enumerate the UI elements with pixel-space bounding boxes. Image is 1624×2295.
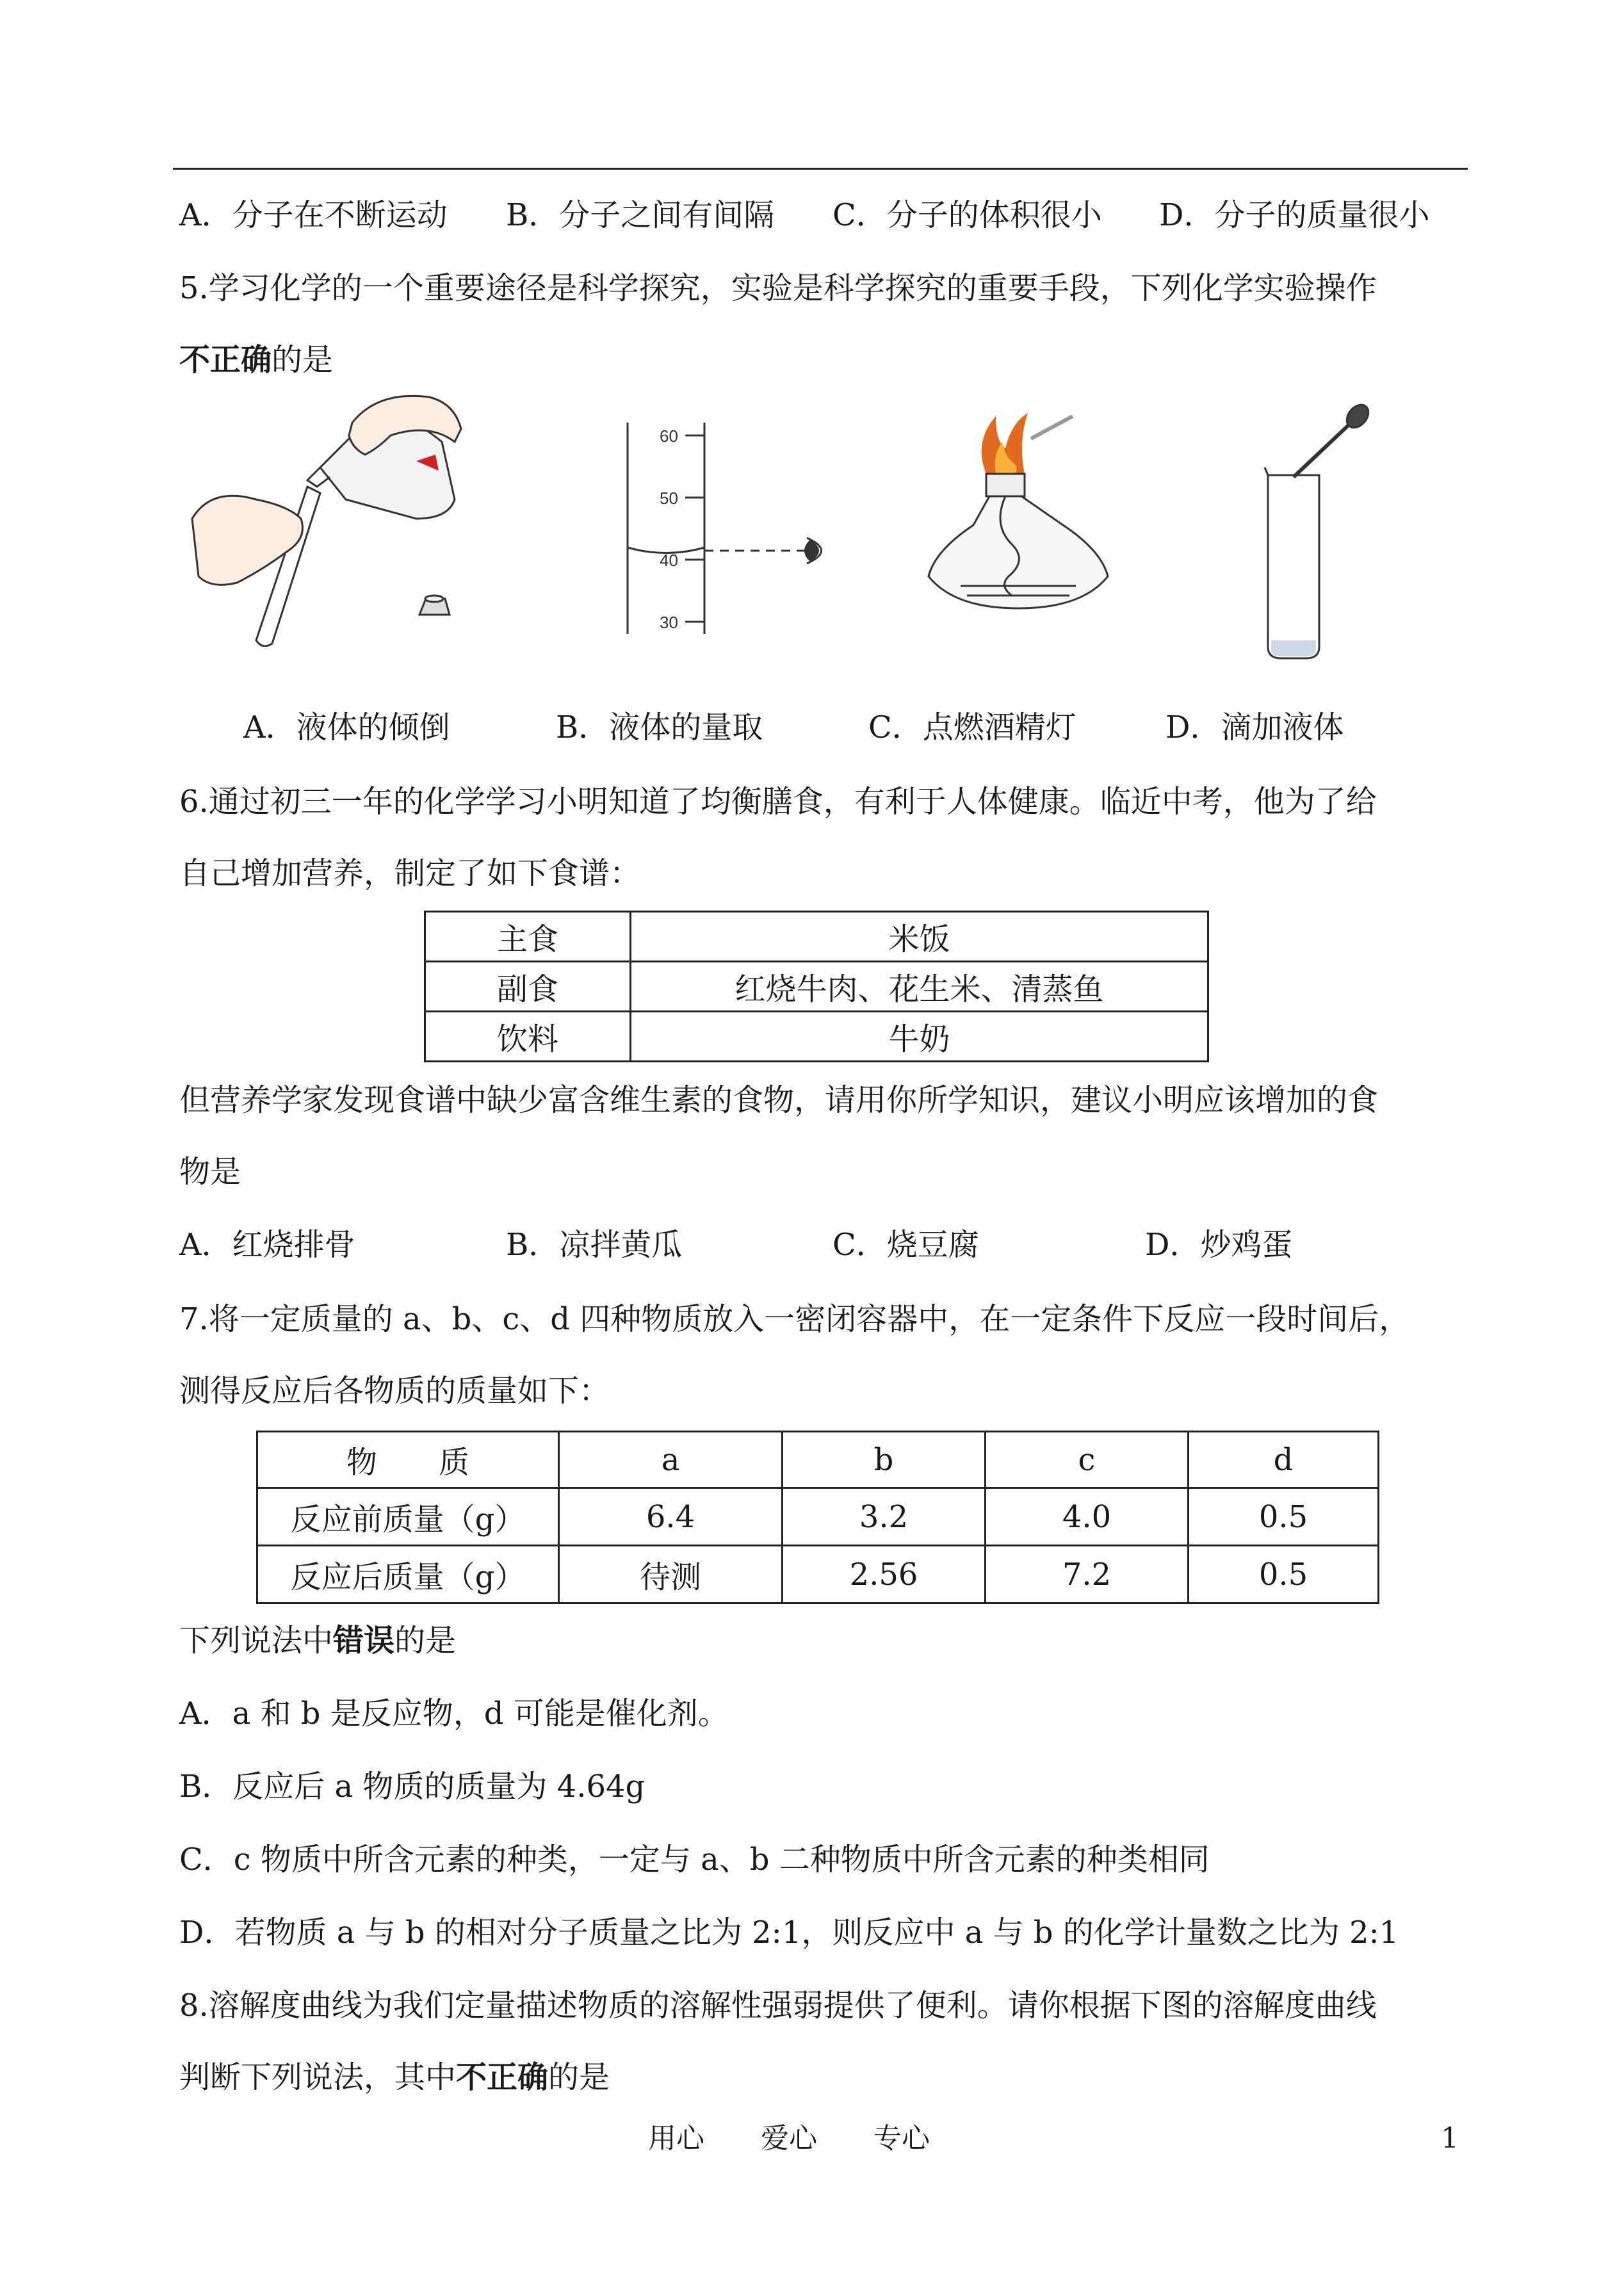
q6-option-d: D．炒鸡蛋 bbox=[1145, 1227, 1293, 1263]
q8-stem-cont: 判断下列说法，其中不正确的是 bbox=[179, 2059, 610, 2095]
mass-table bbox=[256, 1431, 1379, 1604]
table-header-d: d bbox=[1189, 1432, 1379, 1488]
row-after-label: 反应后质量（g） bbox=[257, 1546, 559, 1603]
q5-caption-a: A．液体的倾倒 bbox=[243, 710, 450, 745]
q5-caption-d: D．滴加液体 bbox=[1165, 710, 1344, 745]
footer-item: 专心 bbox=[873, 2122, 930, 2155]
q6-stem-cont: 自己增加营养，制定了如下食谱： bbox=[179, 856, 641, 891]
table-header-b: b bbox=[783, 1432, 986, 1488]
q6-option-c: C．烧豆腐 bbox=[832, 1227, 979, 1263]
page-number: 1 bbox=[1441, 2122, 1459, 2155]
cylinder-tick-50: 50 bbox=[660, 489, 678, 508]
q7-stem: 7.将一定质量的 a、b、c、d 四种物质放入一密闭容器中，在一定条件下反应一段时间后， bbox=[179, 1301, 1410, 1337]
q4-option-b: B．分子之间有间隔 bbox=[506, 197, 775, 233]
menu-key: 饮料 bbox=[425, 1012, 631, 1062]
figure-pouring-liquid bbox=[186, 391, 474, 647]
q5-stem-cont: 不正确的是 bbox=[179, 342, 334, 378]
q7-prompt: 下列说法中错误的是 bbox=[179, 1623, 457, 1658]
q6-option-a: A．红烧排骨 bbox=[179, 1227, 355, 1263]
figure-measuring-cylinder bbox=[615, 416, 858, 647]
q5-stem: 5.学习化学的一个重要途径是科学探究，实验是科学探究的重要手段，下列化学实验操作 bbox=[179, 270, 1377, 306]
row-after-d: 0.5 bbox=[1189, 1546, 1379, 1603]
row-before-b: 3.2 bbox=[783, 1488, 986, 1546]
q7-option-a: A．a 和 b 是反应物，d 可能是催化剂。 bbox=[179, 1696, 729, 1731]
header-rule bbox=[173, 168, 1468, 170]
menu-value: 牛奶 bbox=[631, 1012, 1208, 1062]
menu-value: 米饭 bbox=[631, 912, 1208, 962]
q4-option-a: A．分子在不断运动 bbox=[179, 197, 448, 233]
q7-stem-cont: 测得反应后各物质的质量如下： bbox=[179, 1373, 610, 1409]
cylinder-tick-60: 60 bbox=[660, 426, 678, 446]
cylinder-tick-30: 30 bbox=[660, 613, 678, 632]
q8-stem: 8.溶解度曲线为我们定量描述物质的溶解性强弱提供了便利。请你根据下图的溶解度曲线 bbox=[179, 1988, 1377, 2023]
row-after-b: 2.56 bbox=[783, 1546, 986, 1603]
row-after-c: 7.2 bbox=[986, 1546, 1189, 1603]
q6-option-b: B．凉拌黄瓜 bbox=[506, 1227, 683, 1263]
row-after-a: 待测 bbox=[559, 1546, 783, 1603]
menu-table bbox=[424, 911, 1209, 1062]
q7-option-d: D．若物质 a 与 b 的相对分子质量之比为 2:1，则反应中 a 与 b 的化学计量数之比为 2:1 bbox=[179, 1915, 1399, 1950]
footer-item: 用心 bbox=[648, 2122, 704, 2155]
menu-key: 主食 bbox=[425, 912, 631, 962]
q7-option-c: C．c 物质中所含元素的种类，一定与 a、b 二种物质中所含元素的种类相同 bbox=[179, 1842, 1210, 1877]
q5-caption-b: B．液体的量取 bbox=[556, 710, 763, 745]
q4-option-d: D．分子的质量很小 bbox=[1159, 197, 1430, 233]
q6-question-cont: 物是 bbox=[179, 1154, 241, 1190]
table-header-c: c bbox=[986, 1432, 1189, 1488]
q6-stem: 6.通过初三一年的化学学习小明知道了均衡膳食，有利于人体健康。临近中考，他为了给 bbox=[179, 784, 1377, 820]
table-header-a: a bbox=[559, 1432, 783, 1488]
q6-question: 但营养学家发现食谱中缺少富含维生素的食物，请用你所学知识，建议小明应该增加的食 bbox=[179, 1082, 1379, 1118]
row-before-a: 6.4 bbox=[559, 1488, 783, 1546]
q7-option-b: B．反应后 a 物质的质量为 4.64g bbox=[179, 1769, 646, 1804]
footer-item: 爱心 bbox=[761, 2122, 817, 2155]
cylinder-tick-40: 40 bbox=[660, 551, 678, 570]
row-before-c: 4.0 bbox=[986, 1488, 1189, 1546]
q4-option-c: C．分子的体积很小 bbox=[832, 197, 1102, 233]
table-header-substance: 物 质 bbox=[257, 1432, 559, 1488]
menu-key: 副食 bbox=[425, 962, 631, 1012]
q5-caption-c: C．点燃酒精灯 bbox=[868, 710, 1076, 745]
figure-alcohol-lamp bbox=[916, 403, 1121, 621]
row-before-label: 反应前质量（g） bbox=[257, 1488, 559, 1546]
figure-dropper-test-tube bbox=[1255, 403, 1383, 660]
menu-value: 红烧牛肉、花生米、清蒸鱼 bbox=[631, 962, 1208, 1012]
row-before-d: 0.5 bbox=[1189, 1488, 1379, 1546]
